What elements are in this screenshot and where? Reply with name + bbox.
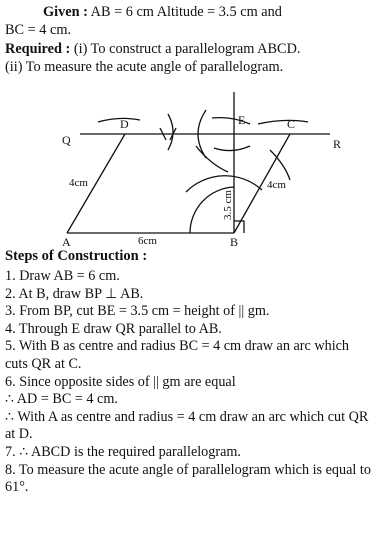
step-item: 7. ∴ ABCD is the required parallelogram. bbox=[5, 443, 241, 460]
step-item: 1. Draw AB = 6 cm. bbox=[5, 268, 120, 284]
given-label: Given : bbox=[43, 4, 88, 20]
arc-altitude-2 bbox=[186, 176, 262, 192]
step-item: 6. Since opposite sides of || gm are equal bbox=[5, 373, 236, 390]
arc-c bbox=[258, 120, 308, 124]
label-d: D bbox=[120, 117, 129, 131]
given-line bbox=[5, 4, 369, 22]
arc-perp-1 bbox=[168, 114, 173, 150]
label-r: R bbox=[333, 137, 342, 151]
step-item: ∴ With A as centre and radius = 4 cm draw an arc which cut QR at D. bbox=[5, 408, 369, 443]
construction-figure bbox=[0, 80, 373, 250]
label-a: A bbox=[62, 235, 71, 249]
label-bc-length: 4cm bbox=[267, 179, 286, 191]
step-item: 3. From BP, cut BE = 3.5 cm = height of || gm. bbox=[5, 303, 270, 320]
steps-list bbox=[5, 268, 371, 497]
required-line-2: (ii) To measure the acute angle of parallelogram. bbox=[5, 59, 284, 75]
label-q: Q bbox=[62, 133, 71, 147]
required-line bbox=[5, 41, 369, 59]
label-b: B bbox=[230, 235, 239, 249]
step-item: 5. With B as centre and radius BC = 4 cm draw an arc which cuts QR at C. bbox=[5, 338, 350, 372]
given-line-2: BC = 4 cm. bbox=[5, 22, 72, 38]
step-item: ∴ AD = BC = 4 cm. bbox=[5, 391, 118, 408]
given-text-1: AB = 6 cm Altitude = 3.5 cm and bbox=[87, 4, 282, 20]
arc-d bbox=[98, 118, 140, 122]
label-ab-length: 6cm bbox=[138, 235, 157, 247]
arc-perp-4 bbox=[214, 146, 250, 151]
label-ad-length: 4cm bbox=[69, 177, 88, 189]
step-item: 2. At B, draw BP ⊥ AB. bbox=[5, 285, 144, 302]
label-altitude: 3.5 cm bbox=[222, 190, 234, 220]
label-e: E bbox=[238, 113, 246, 127]
steps-title: Steps of Construction : bbox=[5, 248, 148, 264]
step-item: 4. Through E draw QR parallel to AB. bbox=[5, 320, 222, 337]
required-text-1: (i) To construct a parallelogram ABCD. bbox=[70, 41, 301, 57]
step-item: 8. To measure the acute angle of parallelogram which is equal to 61°. bbox=[5, 461, 371, 496]
required-label: Required : bbox=[5, 41, 71, 57]
label-c: C bbox=[287, 117, 296, 131]
